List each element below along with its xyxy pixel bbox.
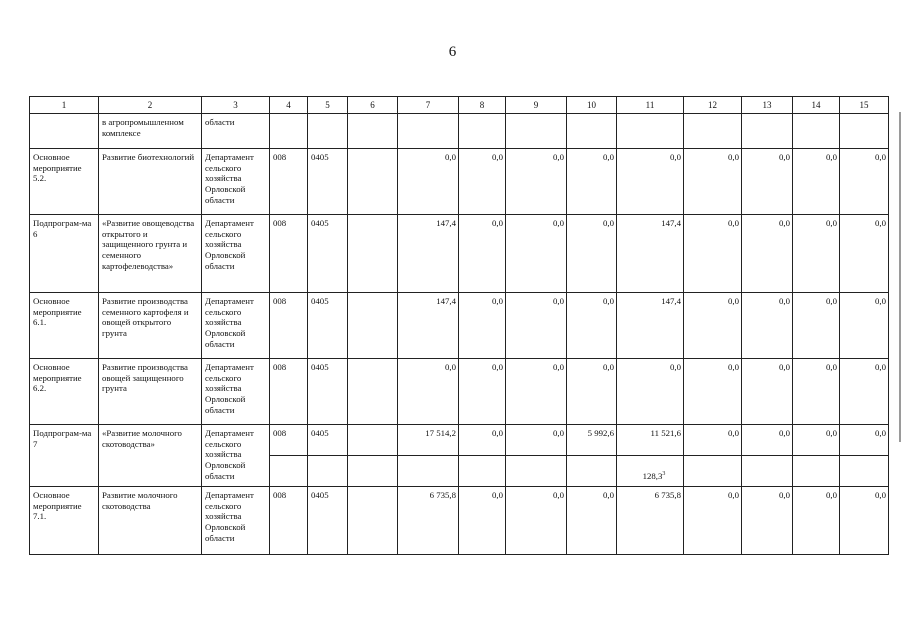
value-cell (459, 114, 506, 149)
cell-c6 (348, 359, 398, 425)
cell-c1: Основное мероприятие 7.1. (30, 487, 99, 555)
value-cell: 0,0 (684, 293, 742, 359)
value-cell (793, 114, 840, 149)
cell-c2: «Развитие молочного скотоводства» (99, 425, 202, 487)
header-cell: 4 (270, 97, 308, 114)
cell-c4: 008 (270, 487, 308, 555)
header-cell: 5 (308, 97, 348, 114)
value-cell: 0,0 (684, 487, 742, 555)
cell-c6 (348, 425, 398, 456)
value-cell: 17 514,2 (398, 425, 459, 456)
value-cell (840, 114, 889, 149)
cell-c2: Развитие молочного скотоводства (99, 487, 202, 555)
empty-cell (840, 456, 889, 487)
cell-c1: Основное мероприятие 5.2. (30, 149, 99, 215)
value-cell: 147,4 (617, 215, 684, 293)
cell-c1: Основное мероприятие 6.2. (30, 359, 99, 425)
note-number: 128,3 (642, 471, 663, 481)
value-cell: 0,0 (840, 215, 889, 293)
value-cell: 0,0 (793, 425, 840, 456)
header-cell: 11 (617, 97, 684, 114)
value-cell: 0,0 (742, 425, 793, 456)
table-row (30, 215, 889, 293)
cell-c2: «Развитие овощеводства открытого и защищенного грунта и семенного картофелеводства» (99, 215, 202, 293)
cell-c5: 0405 (308, 359, 348, 425)
value-cell: 0,0 (459, 215, 506, 293)
cell-c6 (348, 215, 398, 293)
empty-cell (270, 456, 308, 487)
value-cell: 0,0 (793, 149, 840, 215)
cell-c5: 0405 (308, 149, 348, 215)
cell-c6 (348, 487, 398, 555)
cell-c3: Департамент сельского хозяйства Орловской области (202, 359, 270, 425)
page-number: 6 (448, 44, 457, 60)
value-cell: 0,0 (742, 359, 793, 425)
value-cell: 0,0 (684, 359, 742, 425)
cell-c1 (30, 114, 99, 149)
table-row (30, 487, 889, 555)
value-cell: 0,0 (459, 425, 506, 456)
value-cell: 5 992,6 (567, 425, 617, 456)
value-cell: 0,0 (506, 293, 567, 359)
value-cell: 0,0 (742, 293, 793, 359)
margin-mark (899, 112, 901, 442)
note-value (620, 471, 680, 482)
cell-c2: Развитие производства семенного картофеля и овощей открытого грунта (99, 293, 202, 359)
value-cell: 147,4 (398, 293, 459, 359)
value-cell: 6 735,8 (617, 487, 684, 555)
cell-c6 (348, 114, 398, 149)
cell-c5 (308, 114, 348, 149)
cell-c2: Развитие производства овощей защищенного грунта (99, 359, 202, 425)
cell-c5: 0405 (308, 487, 348, 555)
header-cell: 3 (202, 97, 270, 114)
empty-cell (398, 456, 459, 487)
cell-c1: Подпрограм-ма 7 (30, 425, 99, 487)
cell-c2: в агропромышленном комплексе (99, 114, 202, 149)
header-cell: 9 (506, 97, 567, 114)
value-cell: 0,0 (567, 215, 617, 293)
value-cell: 0,0 (506, 487, 567, 555)
value-cell: 0,0 (617, 149, 684, 215)
footnote-mark: 3 (662, 471, 666, 478)
header-cell: 6 (348, 97, 398, 114)
header-cell: 10 (567, 97, 617, 114)
value-cell: 0,0 (684, 215, 742, 293)
cell-c4: 008 (270, 149, 308, 215)
cell-c5: 0405 (308, 425, 348, 456)
value-cell: 0,0 (567, 487, 617, 555)
value-cell: 6 735,8 (398, 487, 459, 555)
value-cell: 0,0 (742, 215, 793, 293)
table-row (30, 114, 889, 149)
table-row (30, 359, 889, 425)
value-cell: 147,4 (617, 293, 684, 359)
empty-cell (742, 456, 793, 487)
cell-c4: 008 (270, 359, 308, 425)
value-cell (506, 114, 567, 149)
cell-c3: Департамент сельского хозяйства Орловской области (202, 425, 270, 487)
header-row (30, 97, 889, 114)
table-row (30, 293, 889, 359)
value-cell (742, 114, 793, 149)
cell-c2: Развитие биотехнологий (99, 149, 202, 215)
value-cell: 147,4 (398, 215, 459, 293)
value-cell (567, 114, 617, 149)
cell-c6 (348, 149, 398, 215)
value-cell: 0,0 (793, 359, 840, 425)
cell-c4 (270, 114, 308, 149)
value-cell: 0,0 (742, 487, 793, 555)
value-cell: 0,0 (840, 359, 889, 425)
cell-c3: Департамент сельского хозяйства Орловской области (202, 293, 270, 359)
header-cell: 13 (742, 97, 793, 114)
empty-cell (684, 456, 742, 487)
cell-c6 (348, 293, 398, 359)
value-cell: 0,0 (684, 149, 742, 215)
cell-c3: области (202, 114, 270, 149)
value-cell: 0,0 (793, 487, 840, 555)
value-cell: 0,0 (459, 359, 506, 425)
value-cell (398, 114, 459, 149)
value-cell: 0,0 (793, 293, 840, 359)
table-row (30, 149, 889, 215)
cell-c1: Основное мероприятие 6.1. (30, 293, 99, 359)
value-cell: 11 521,6 (617, 425, 684, 456)
cell-c4: 008 (270, 425, 308, 456)
header-cell: 7 (398, 97, 459, 114)
cell-c3: Департамент сельского хозяйства Орловской области (202, 487, 270, 555)
value-cell: 0,0 (840, 149, 889, 215)
header-cell: 8 (459, 97, 506, 114)
header-cell: 1 (30, 97, 99, 114)
empty-cell (348, 456, 398, 487)
header-cell: 2 (99, 97, 202, 114)
empty-cell (308, 456, 348, 487)
value-cell: 0,0 (398, 359, 459, 425)
note-cell (617, 456, 684, 487)
cell-c4: 008 (270, 293, 308, 359)
cell-c5: 0405 (308, 293, 348, 359)
value-cell: 0,0 (840, 425, 889, 456)
table-row (30, 425, 889, 456)
value-cell: 0,0 (567, 359, 617, 425)
header-cell: 14 (793, 97, 840, 114)
value-cell: 0,0 (567, 293, 617, 359)
value-cell (617, 114, 684, 149)
value-cell: 0,0 (840, 293, 889, 359)
value-cell (684, 114, 742, 149)
value-cell: 0,0 (506, 359, 567, 425)
cell-c1: Подпрограм-ма 6 (30, 215, 99, 293)
value-cell: 0,0 (793, 215, 840, 293)
value-cell: 0,0 (459, 149, 506, 215)
header-cell: 12 (684, 97, 742, 114)
cell-c4: 008 (270, 215, 308, 293)
value-cell: 0,0 (840, 487, 889, 555)
budget-table (29, 96, 889, 555)
value-cell: 0,0 (398, 149, 459, 215)
value-cell: 0,0 (684, 425, 742, 456)
value-cell: 0,0 (459, 293, 506, 359)
value-cell: 0,0 (567, 149, 617, 215)
empty-cell (567, 456, 617, 487)
cell-c3: Департамент сельского хозяйства Орловской области (202, 215, 270, 293)
header-cell: 15 (840, 97, 889, 114)
value-cell: 0,0 (742, 149, 793, 215)
value-cell: 0,0 (506, 215, 567, 293)
empty-cell (506, 456, 567, 487)
empty-cell (793, 456, 840, 487)
value-cell: 0,0 (459, 487, 506, 555)
cell-c3: Департамент сельского хозяйства Орловской области (202, 149, 270, 215)
cell-c5: 0405 (308, 215, 348, 293)
value-cell: 0,0 (506, 425, 567, 456)
value-cell: 0,0 (617, 359, 684, 425)
value-cell: 0,0 (506, 149, 567, 215)
empty-cell (459, 456, 506, 487)
